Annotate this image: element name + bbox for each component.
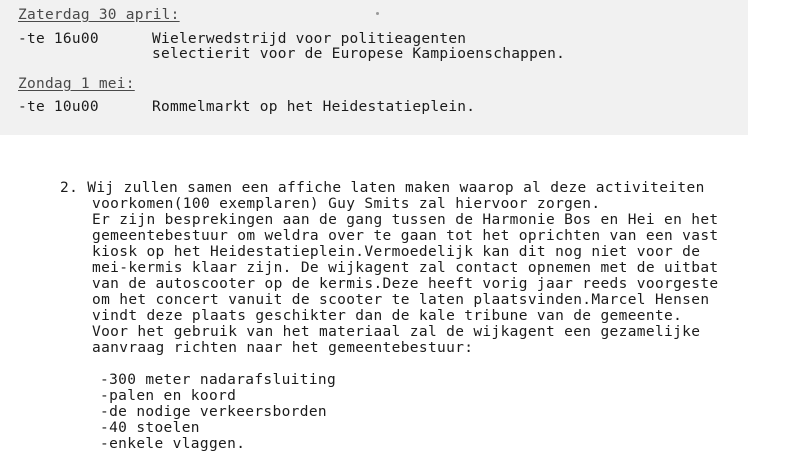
paragraph-line: aanvraag richten naar het gemeentebestuur: [92,340,474,356]
paragraph-line: om het concert vanuit de scooter te laten plaatsvinden.Marcel Hensen [92,292,710,308]
day1-heading: Zaterdag 30 april: [18,7,180,23]
scan-speck [376,12,379,15]
paragraph-line: gemeentebestuur om weldra over te gaan tot het oprichten van een vast [92,228,719,244]
day1-event-line2: selectierit voor de Europese Kampioenschappen. [152,46,566,62]
paragraph-line: Er zijn besprekingen aan de gang tussen de Harmonie Bos en Hei en het [92,212,719,228]
list-item: -40 stoelen [100,420,200,436]
top-scan-margin [748,0,798,135]
paragraph-line: 2. Wij zullen samen een affiche laten maken waarop al deze activiteiten [60,180,705,196]
list-item: -palen en koord [100,388,237,404]
day1-time: -te 16u00 [18,31,99,47]
list-item: -enkele vlaggen. [100,436,246,452]
list-item: -300 meter nadarafsluiting [100,372,337,388]
paragraph-line: van de autoscooter op de kermis.Deze heeft vorig jaar reeds voorgeste [92,276,719,292]
day1-event-line1: Wielerwedstrijd voor politieagenten [152,31,467,47]
day2-heading: Zondag 1 mei: [18,76,135,92]
paragraph-line: mei-kermis klaar zijn. De wijkagent zal contact opnemen met de uitbat [92,260,719,276]
list-item: -de nodige verkeersborden [100,404,327,420]
paragraph-line: vindt deze plaats geschikter dan de kale tribune van de gemeente. [92,308,683,324]
paragraph-line: voorkomen(100 exemplaren) Guy Smits zal hiervoor zorgen. [92,196,601,212]
day2-event-line1: Rommelmarkt op het Heidestatieplein. [152,99,476,115]
paragraph-line: Voor het gebruik van het materiaal zal de wijkagent een gezamelijke [92,324,701,340]
paragraph-line: kiosk op het Heidestatieplein.Vermoedelijk kan dit nog niet voor de [92,244,701,260]
day2-time: -te 10u00 [18,99,99,115]
